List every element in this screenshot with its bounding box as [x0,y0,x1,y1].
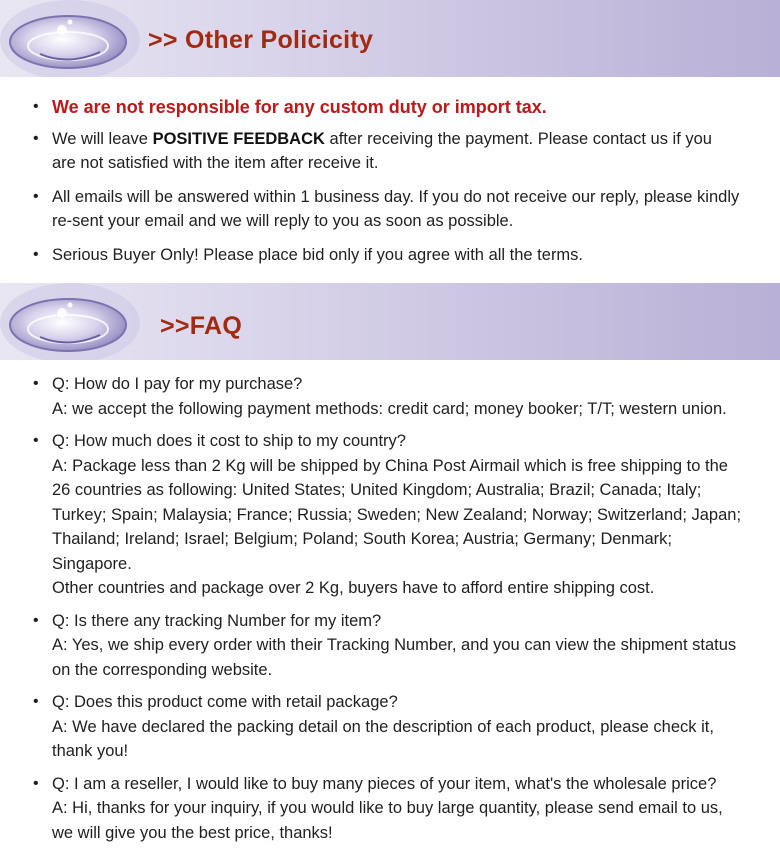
faq-answer: A: Package less than 2 Kg will be shipped by China Post Airmail which is free shipping to the [52,456,728,475]
list-item [0,185,780,234]
faq-answer: A: Yes, we ship every order with their Tracking Number, and you can view the shipment status [52,636,737,654]
faq-answer: 26 countries as following: United States; United Kingdom; Australia; Brazil; Canada; Italy; [52,481,702,499]
faq-question: Q: Is there any tracking Number for my item? [52,611,382,630]
feedback-text-line2: are not satisfied with the item after receive it. [52,154,379,172]
feedback-text-post: after receiving the payment. Please contact us if you [324,129,712,148]
feedback-text-pre: We will leave [52,129,153,148]
list-item [0,127,780,176]
faq-question: Q: I am a reseller, I would like to buy many pieces of your item, what's the wholesale price? [52,774,717,793]
feedback-emphasis: POSITIVE FEEDBACK [152,129,325,148]
faq-list [0,372,780,845]
faq-answer: Turkey; Spain; Malaysia; France; Russia; Sweden; New Zealand; Norway; Switzerland; Japan; [52,505,742,524]
faq-item-shipping [0,429,780,601]
faq-answer: Singapore. [52,554,132,573]
faq-question: Q: How do I pay for my purchase? [52,375,303,393]
faq-answer: A: we accept the following payment methods: credit card; money booker; T/T; western union. [52,399,727,418]
faq-answer: Thailand; Ireland; Israel; Belgium; Poland; South Korea; Austria; Germany; Denmark; [52,530,672,548]
email-text-line1: All emails will be answered within 1 business day. If you do not receive our reply, please kindly [52,187,740,206]
bullet-icon: • [33,432,39,449]
faq-item-payment [0,372,780,421]
faq-answer: thank you! [52,742,129,760]
faq-answer: A: We have declared the packing detail on the description of each product, please check it, [52,717,714,736]
list-item [0,243,780,268]
faq-answer: Other countries and package over 2 Kg, buyers have to afford entire shipping cost. [52,579,655,597]
bullet-icon: • [33,693,39,710]
faq-answer: we will give you the best price, thanks! [52,823,333,842]
policy-list [0,95,780,267]
bullet-icon: • [33,245,39,263]
faq-question: Q: Does this product come with retail package? [52,693,398,711]
bullet-icon: • [33,129,39,147]
policy-banner [0,0,780,77]
faq-question: Q: How much does it cost to ship to my country? [52,432,406,450]
faq-item-tracking [0,609,780,683]
faq-banner [0,283,780,360]
bullet-icon: • [33,611,39,629]
bullet-icon: • [33,187,39,205]
duty-warning: We are not responsible for any custom duty or import tax. [52,97,547,117]
faq-item-retail [0,690,780,764]
bullet-icon: • [33,375,39,392]
faq-item-reseller [0,772,780,846]
policy-title: >> Other Policicity [148,26,374,54]
bullet-icon: • [33,98,39,115]
faq-title: >>FAQ [160,312,243,340]
serious-buyer-text: Serious Buyer Only! Please place bid only if you agree with all the terms. [52,245,584,264]
faq-answer: on the corresponding website. [52,660,273,679]
bullet-icon: • [33,774,39,792]
list-item [0,95,780,121]
email-text-line2: re-sent your email and we will reply to you as soon as possible. [52,212,514,230]
faq-answer: A: Hi, thanks for your inquiry, if you would like to buy large quantity, please send email to us, [52,799,723,817]
